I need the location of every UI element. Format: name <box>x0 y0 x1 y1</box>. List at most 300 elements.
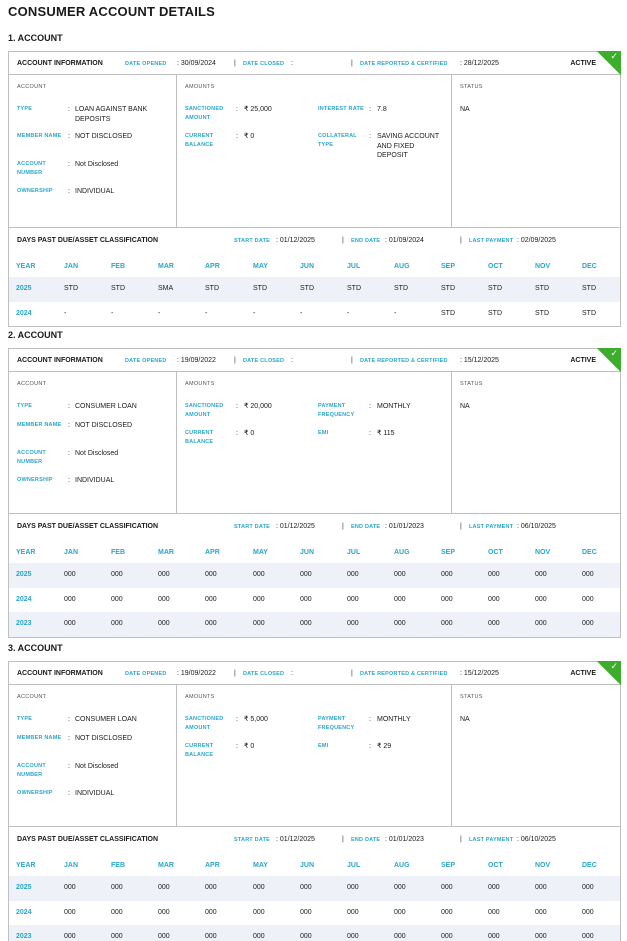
dpd-cell: 000 <box>535 620 547 627</box>
extra-field-2-label: COLLATERAL TYPE <box>318 133 357 148</box>
extra-field-1-label: PAYMENT FREQUENCY <box>318 716 355 731</box>
dpd-cell: 000 <box>488 908 500 916</box>
month-header: MAR <box>158 862 174 869</box>
dpd-cell: 000 <box>441 595 453 603</box>
colon: : <box>68 477 70 484</box>
colon: : <box>236 430 238 437</box>
current-balance-label: CURRENT BALANCE <box>185 133 214 148</box>
colon: : <box>68 188 70 195</box>
sanctioned-amount-label: SANCTIONED AMOUNT <box>185 403 224 418</box>
dpd-cell: 000 <box>300 571 312 578</box>
month-header: JAN <box>64 549 79 556</box>
extra-field-1-label: INTEREST RATE <box>318 106 364 112</box>
account-information-label: ACCOUNT INFORMATION <box>17 60 103 67</box>
dpd-bar <box>9 228 620 253</box>
end-date-label: END DATE <box>351 524 381 530</box>
dpd-cell: 000 <box>394 620 406 627</box>
end-date-value: : 01/09/2024 <box>385 237 424 244</box>
month-header: APR <box>205 263 220 270</box>
month-header: DEC <box>582 549 597 556</box>
dpd-bar <box>9 827 620 852</box>
date-reported-label: DATE REPORTED & CERTIFIED <box>360 358 448 364</box>
dpd-cell: 000 <box>205 595 217 603</box>
colon: : <box>369 716 371 723</box>
dpd-cell: 000 <box>394 908 406 916</box>
member-name-label: MEMBER NAME <box>17 133 62 139</box>
ownership-value: INDIVIDUAL <box>75 477 115 484</box>
date-opened-value: : 19/09/2022 <box>177 357 216 364</box>
amounts-column-heading: AMOUNTS <box>185 84 215 90</box>
dpd-cell: 000 <box>347 571 359 578</box>
dpd-row <box>9 563 620 588</box>
start-date-value: : 01/12/2025 <box>276 237 315 244</box>
dpd-cell: - <box>394 309 397 317</box>
account-info-bar <box>9 52 620 75</box>
dpd-cell: 000 <box>300 933 312 940</box>
check-icon <box>597 51 621 75</box>
dpd-row <box>9 588 620 613</box>
colon: : <box>68 133 70 140</box>
start-date-value: : 01/12/2025 <box>276 523 315 530</box>
dpd-cell: 000 <box>64 595 76 603</box>
current-balance-label: CURRENT BALANCE <box>185 430 214 445</box>
account-info-bar <box>9 349 620 372</box>
account-column <box>9 685 177 826</box>
dpd-cell: STD <box>441 309 455 317</box>
month-header: APR <box>205 549 220 556</box>
dpd-cell: 000 <box>582 620 594 627</box>
extra-field-2-label: EMI <box>318 430 329 436</box>
dpd-cell: 000 <box>582 884 594 891</box>
separator: | <box>351 357 353 364</box>
dpd-cell: - <box>347 309 350 317</box>
colon: : <box>236 403 238 410</box>
dpd-cell: 000 <box>347 933 359 940</box>
month-header: FEB <box>111 862 125 869</box>
ownership-label: OWNERSHIP <box>17 790 53 796</box>
extra-field-1-value: MONTHLY <box>377 716 411 723</box>
dpd-cell: 000 <box>111 933 123 940</box>
last-payment-value: : 02/09/2025 <box>517 237 556 244</box>
dpd-row <box>9 302 620 327</box>
dpd-cell: STD <box>347 285 361 292</box>
dpd-cell: 000 <box>111 571 123 578</box>
month-header: JUL <box>347 862 361 869</box>
colon: : <box>68 422 70 429</box>
status-column-heading: STATUS <box>460 381 483 387</box>
colon: : <box>369 106 371 113</box>
month-header: APR <box>205 862 220 869</box>
account-card <box>8 661 621 941</box>
year-cell: 2023 <box>16 620 32 627</box>
month-header: OCT <box>488 549 503 556</box>
member-name-value: NOT DISCLOSED <box>75 133 133 140</box>
dpd-cell: 000 <box>64 884 76 891</box>
dpd-cell: 000 <box>535 571 547 578</box>
current-balance-value: ₹ 0 <box>244 133 255 140</box>
dpd-cell: 000 <box>582 933 594 940</box>
member-name-label: MEMBER NAME <box>17 422 62 428</box>
date-opened-value: : 30/09/2024 <box>177 60 216 67</box>
month-header: MAR <box>158 263 174 270</box>
dpd-cell: 000 <box>347 620 359 627</box>
start-date-label: START DATE <box>234 837 271 843</box>
month-header: SEP <box>441 263 456 270</box>
month-header: FEB <box>111 549 125 556</box>
active-status-badge: ACTIVE <box>570 670 596 677</box>
sanctioned-amount-value: ₹ 5,000 <box>244 716 268 723</box>
dpd-cell: STD <box>488 285 502 292</box>
status-column <box>452 685 620 826</box>
end-date-label: END DATE <box>351 238 381 244</box>
separator: | <box>460 836 462 843</box>
dpd-row <box>9 925 620 941</box>
date-closed-value: : <box>291 670 293 677</box>
year-cell: 2024 <box>16 908 32 916</box>
dpd-cell: 000 <box>111 620 123 627</box>
colon: : <box>68 106 70 113</box>
start-date-value: : 01/12/2025 <box>276 836 315 843</box>
account-heading: 2. ACCOUNT <box>8 330 63 340</box>
dpd-cell: 000 <box>300 884 312 891</box>
extra-field-1-label: PAYMENT FREQUENCY <box>318 403 355 418</box>
dpd-grid-header <box>9 253 620 277</box>
year-cell: 2025 <box>16 285 32 292</box>
year-cell: 2024 <box>16 309 32 317</box>
dpd-cell: 000 <box>111 884 123 891</box>
dpd-cell: 000 <box>488 620 500 627</box>
dpd-cell: 000 <box>441 620 453 627</box>
date-opened-label: DATE OPENED <box>125 671 167 677</box>
account-number-label: ACCOUNT NUMBER <box>17 161 46 176</box>
member-name-value: NOT DISCLOSED <box>75 422 133 429</box>
account-details-columns <box>9 685 620 827</box>
month-header: SEP <box>441 862 456 869</box>
amounts-column <box>177 75 452 227</box>
dpd-cell: 000 <box>300 595 312 603</box>
type-label: TYPE <box>17 716 33 722</box>
dpd-cell: 000 <box>488 595 500 603</box>
dpd-cell: 000 <box>535 595 547 603</box>
dpd-cell: 000 <box>300 620 312 627</box>
colon: : <box>68 450 70 457</box>
month-header: JAN <box>64 263 79 270</box>
dpd-cell: 000 <box>535 933 547 940</box>
dpd-cell: STD <box>441 285 455 292</box>
account-information-label: ACCOUNT INFORMATION <box>17 670 103 677</box>
date-reported-value: : 15/12/2025 <box>460 670 499 677</box>
last-payment-value: : 06/10/2025 <box>517 523 556 530</box>
colon: : <box>68 763 70 770</box>
dpd-cell: SMA <box>158 285 174 292</box>
year-cell: 2023 <box>16 933 32 940</box>
account-column-heading: ACCOUNT <box>17 84 47 90</box>
dpd-cell: 000 <box>253 595 265 603</box>
page-title: CONSUMER ACCOUNT DETAILS <box>8 4 216 19</box>
dpd-grid-header <box>9 539 620 563</box>
dpd-label: DAYS PAST DUE/ASSET CLASSIFICATION <box>17 836 159 843</box>
year-cell: 2024 <box>16 595 32 603</box>
dpd-cell: 000 <box>347 884 359 891</box>
date-reported-label: DATE REPORTED & CERTIFIED <box>360 61 448 67</box>
date-closed-value: : <box>291 60 293 67</box>
sanctioned-amount-label: SANCTIONED AMOUNT <box>185 106 224 121</box>
account-number-label: ACCOUNT NUMBER <box>17 763 46 778</box>
status-value: NA <box>460 716 470 723</box>
dpd-cell: 000 <box>205 933 217 940</box>
dpd-cell: 000 <box>488 933 500 940</box>
amounts-column <box>177 372 452 513</box>
colon: : <box>68 716 70 723</box>
dpd-label: DAYS PAST DUE/ASSET CLASSIFICATION <box>17 237 159 244</box>
account-number-value: Not Disclosed <box>75 763 119 770</box>
date-reported-value: : 15/12/2025 <box>460 357 499 364</box>
dpd-cell: 000 <box>394 933 406 940</box>
dpd-cell: 000 <box>158 571 170 578</box>
date-reported-value: : 28/12/2025 <box>460 60 499 67</box>
start-date-label: START DATE <box>234 238 271 244</box>
colon: : <box>236 133 238 140</box>
separator: | <box>234 670 236 677</box>
dpd-label: DAYS PAST DUE/ASSET CLASSIFICATION <box>17 523 159 530</box>
month-header: JUN <box>300 263 315 270</box>
colon: : <box>369 403 371 410</box>
colon: : <box>236 106 238 113</box>
colon: : <box>236 716 238 723</box>
type-label: TYPE <box>17 403 33 409</box>
dpd-cell: STD <box>535 309 549 317</box>
colon: : <box>68 161 70 168</box>
date-closed-label: DATE CLOSED <box>243 671 285 677</box>
month-header: AUG <box>394 549 410 556</box>
type-value: CONSUMER LOAN <box>75 403 137 410</box>
account-number-value: Not Disclosed <box>75 450 119 457</box>
separator: | <box>342 523 344 530</box>
start-date-label: START DATE <box>234 524 271 530</box>
colon: : <box>236 743 238 750</box>
dpd-cell: 000 <box>347 595 359 603</box>
separator: | <box>342 836 344 843</box>
type-value: CONSUMER LOAN <box>75 716 137 723</box>
end-date-label: END DATE <box>351 837 381 843</box>
dpd-cell: 000 <box>441 884 453 891</box>
account-column-heading: ACCOUNT <box>17 381 47 387</box>
dpd-cell: 000 <box>394 884 406 891</box>
month-header: AUG <box>394 263 410 270</box>
month-header: JUN <box>300 549 315 556</box>
account-details-columns <box>9 75 620 228</box>
colon: : <box>68 790 70 797</box>
dpd-cell: 000 <box>441 571 453 578</box>
dpd-cell: 000 <box>253 884 265 891</box>
dpd-row <box>9 876 620 901</box>
month-header: JAN <box>64 862 79 869</box>
dpd-cell: 000 <box>394 595 406 603</box>
current-balance-label: CURRENT BALANCE <box>185 743 214 758</box>
active-status-badge: ACTIVE <box>570 60 596 67</box>
ownership-label: OWNERSHIP <box>17 188 53 194</box>
extra-field-1-value: MONTHLY <box>377 403 411 410</box>
dpd-cell: 000 <box>582 908 594 916</box>
dpd-cell: 000 <box>441 908 453 916</box>
member-name-label: MEMBER NAME <box>17 735 62 741</box>
extra-field-2-value: SAVING ACCOUNT AND FIXED DEPOSIT <box>377 133 439 159</box>
type-value: LOAN AGAINST BANK DEPOSITS <box>75 106 148 123</box>
year-cell: 2025 <box>16 884 32 891</box>
dpd-cell: 000 <box>488 571 500 578</box>
active-status-badge: ACTIVE <box>570 357 596 364</box>
dpd-cell: 000 <box>64 620 76 627</box>
account-number-value: Not Disclosed <box>75 161 119 168</box>
current-balance-value: ₹ 0 <box>244 430 255 437</box>
separator: | <box>234 60 236 67</box>
end-date-value: : 01/01/2023 <box>385 523 424 530</box>
dpd-cell: - <box>205 309 208 317</box>
ownership-value: INDIVIDUAL <box>75 188 115 195</box>
dpd-cell: - <box>64 309 67 317</box>
dpd-cell: 000 <box>158 595 170 603</box>
separator: | <box>460 523 462 530</box>
current-balance-value: ₹ 0 <box>244 743 255 750</box>
dpd-cell: STD <box>253 285 267 292</box>
sanctioned-amount-value: ₹ 20,000 <box>244 403 272 410</box>
month-header: OCT <box>488 263 503 270</box>
amounts-column <box>177 685 452 826</box>
separator: | <box>234 357 236 364</box>
month-header: MAR <box>158 549 174 556</box>
account-info-bar <box>9 662 620 685</box>
dpd-cell: 000 <box>253 620 265 627</box>
dpd-cell: 000 <box>158 908 170 916</box>
status-value: NA <box>460 106 470 113</box>
dpd-cell: 000 <box>253 933 265 940</box>
dpd-cell: 000 <box>111 908 123 916</box>
dpd-cell: 000 <box>111 595 123 603</box>
extra-field-2-label: EMI <box>318 743 329 749</box>
dpd-cell: 000 <box>205 571 217 578</box>
amounts-column-heading: AMOUNTS <box>185 694 215 700</box>
month-header: SEP <box>441 549 456 556</box>
dpd-cell: 000 <box>582 595 594 603</box>
month-header: AUG <box>394 862 410 869</box>
extra-field-2-value: ₹ 115 <box>377 430 395 437</box>
dpd-cell: 000 <box>205 620 217 627</box>
month-header: MAY <box>253 862 268 869</box>
last-payment-value: : 06/10/2025 <box>517 836 556 843</box>
dpd-cell: 000 <box>64 571 76 578</box>
dpd-row <box>9 612 620 637</box>
separator: | <box>351 60 353 67</box>
dpd-cell: 000 <box>441 933 453 940</box>
month-header: MAY <box>253 549 268 556</box>
month-header: FEB <box>111 263 125 270</box>
dpd-row <box>9 901 620 926</box>
sanctioned-amount-value: ₹ 25,000 <box>244 106 272 113</box>
month-header: JUL <box>347 263 361 270</box>
dpd-cell: 000 <box>347 908 359 916</box>
extra-field-2-value: ₹ 29 <box>377 743 392 750</box>
month-header: OCT <box>488 862 503 869</box>
date-closed-value: : <box>291 357 293 364</box>
dpd-cell: 000 <box>394 571 406 578</box>
dpd-cell: 000 <box>205 884 217 891</box>
month-header: NOV <box>535 862 551 869</box>
dpd-cell: - <box>158 309 161 317</box>
colon: : <box>68 403 70 410</box>
dpd-bar <box>9 514 620 539</box>
date-opened-label: DATE OPENED <box>125 358 167 364</box>
separator: | <box>460 237 462 244</box>
month-header: NOV <box>535 263 551 270</box>
date-opened-value: : 19/09/2022 <box>177 670 216 677</box>
dpd-grid-header <box>9 852 620 876</box>
dpd-cell: - <box>300 309 303 317</box>
type-label: TYPE <box>17 106 33 112</box>
separator: | <box>351 670 353 677</box>
dpd-cell: STD <box>394 285 408 292</box>
account-column <box>9 372 177 513</box>
month-header: YEAR <box>16 263 36 270</box>
account-information-label: ACCOUNT INFORMATION <box>17 357 103 364</box>
sanctioned-amount-label: SANCTIONED AMOUNT <box>185 716 224 731</box>
dpd-cell: 000 <box>158 884 170 891</box>
dpd-cell: 000 <box>300 908 312 916</box>
dpd-cell: 000 <box>64 933 76 940</box>
account-card <box>8 348 621 638</box>
dpd-cell: STD <box>205 285 219 292</box>
account-column <box>9 75 177 227</box>
month-header: NOV <box>535 549 551 556</box>
status-value: NA <box>460 403 470 410</box>
check-icon <box>597 348 621 372</box>
dpd-cell: STD <box>582 285 596 292</box>
member-name-value: NOT DISCLOSED <box>75 735 133 742</box>
month-header: MAY <box>253 263 268 270</box>
status-column <box>452 75 620 227</box>
last-payment-label: LAST PAYMENT <box>469 524 514 530</box>
last-payment-label: LAST PAYMENT <box>469 837 514 843</box>
month-header: YEAR <box>16 862 36 869</box>
last-payment-label: LAST PAYMENT <box>469 238 514 244</box>
year-cell: 2025 <box>16 571 32 578</box>
dpd-cell: 000 <box>535 908 547 916</box>
month-header: DEC <box>582 862 597 869</box>
dpd-cell: STD <box>300 285 314 292</box>
colon: : <box>369 430 371 437</box>
account-heading: 3. ACCOUNT <box>8 643 63 653</box>
month-header: JUL <box>347 549 361 556</box>
account-column-heading: ACCOUNT <box>17 694 47 700</box>
month-header: JUN <box>300 862 315 869</box>
dpd-cell: 000 <box>535 884 547 891</box>
date-closed-label: DATE CLOSED <box>243 61 285 67</box>
dpd-row <box>9 277 620 302</box>
dpd-cell: STD <box>111 285 125 292</box>
amounts-column-heading: AMOUNTS <box>185 381 215 387</box>
account-heading: 1. ACCOUNT <box>8 33 63 43</box>
dpd-cell: 000 <box>253 908 265 916</box>
dpd-cell: 000 <box>158 933 170 940</box>
dpd-cell: STD <box>535 285 549 292</box>
date-opened-label: DATE OPENED <box>125 61 167 67</box>
dpd-cell: STD <box>488 309 502 317</box>
month-header: DEC <box>582 263 597 270</box>
dpd-cell: - <box>253 309 256 317</box>
month-header: YEAR <box>16 549 36 556</box>
extra-field-1-value: 7.8 <box>377 106 387 113</box>
dpd-cell: 000 <box>253 571 265 578</box>
date-reported-label: DATE REPORTED & CERTIFIED <box>360 671 448 677</box>
